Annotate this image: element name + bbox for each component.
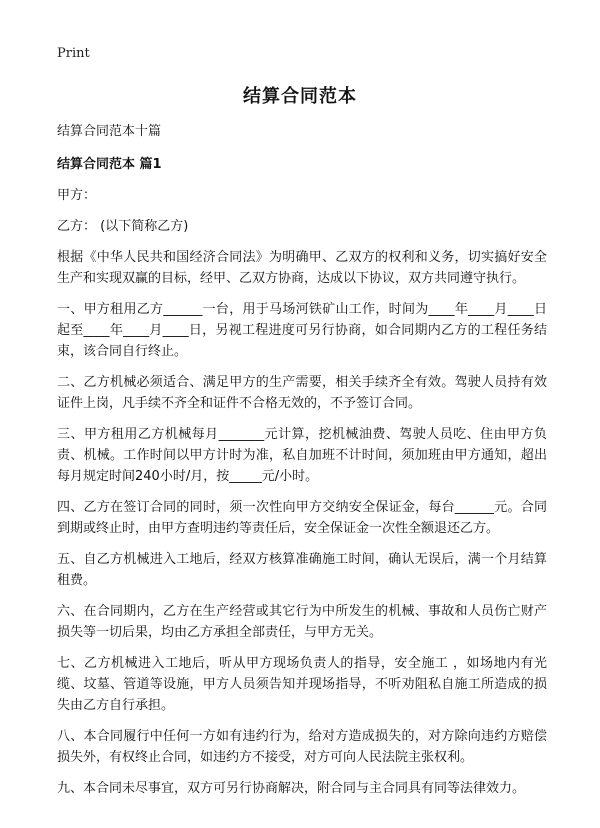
document-body xyxy=(57,121,547,809)
clause-4: 四、乙方在签订合同的同时，须一次性向甲方交纳安全保证金，每台______元。合同到期或终止时，由甲方查明违约等责任后，安全保证金一次性全额退还乙方。 xyxy=(57,500,547,536)
party-b-line: 乙方： (以下简称乙方) xyxy=(57,219,189,234)
intro-paragraph: 根据《中华人民共和国经济合同法》为明确甲、乙双方的权利和义务，切实搞好安全生产和实现双赢的目标，经甲、乙双方协商，达成以下协议，双方共同遵守执行。 xyxy=(57,250,547,286)
clause-3: 三、甲方租用乙方机械每月_______元计算，挖机械油费、驾驶人员吃、住由甲方负责、机械。工作时间以甲方计时为准，私自加班不计时间，须加班由甲方通知，超出每月规定时间240小时/月，按_____元/小时。 xyxy=(57,427,547,484)
party-a-line: 甲方： xyxy=(57,188,97,203)
clause-7: 七、乙方机械进入工地后，听从甲方现场负责人的指导，安全施工 ，如场地内有光缆、坟墓、管道等设施，甲方人员须告知并现场指导，不听劝阻私自施工所造成的损失由乙方自行承担。 xyxy=(57,656,547,713)
clause-2: 二、乙方机械必须适合、满足甲方的生产需要，相关手续齐全有效。驾驶人员持有效证件上岗，凡手续不齐全和证件不合格无效的，不予签订合同。 xyxy=(57,375,547,411)
clause-9: 九、本合同未尽事宜，双方可另行协商解决，附合同与主合同具有同等法律效力。 xyxy=(57,781,526,796)
document-subtitle: 结算合同范本十篇 xyxy=(57,124,162,139)
print-link[interactable]: Print xyxy=(57,46,90,61)
clause-6: 六、在合同期内，乙方在生产经营或其它行为中所发生的机械、事故和人员伤亡财产损失等一切后果，均由乙方承担全部责任，与甲方无关。 xyxy=(57,604,547,640)
clause-8: 八、本合同履行中任何一方如有违约行为，给对方造成损失的，对方除向违约方赔偿损失外，有权终止合同，如违约方不接受，对方可向人民法院主张权利。 xyxy=(57,729,547,765)
section-heading: 结算合同范本 篇1 xyxy=(57,157,162,172)
document-title: 结算合同范本 xyxy=(243,86,357,107)
clause-1: 一、甲方租用乙方______一台，用于马场河铁矿山工作，时间为____年____月____日起至____年____月____日，另视工程进度可另行协商，如合同期内乙方的工程任务结束，该合同自行终止。 xyxy=(57,302,547,359)
clause-5: 五、自乙方机械进入工地后，经双方核算准确施工时间，确认无误后，满一个月结算租费。 xyxy=(57,552,547,588)
